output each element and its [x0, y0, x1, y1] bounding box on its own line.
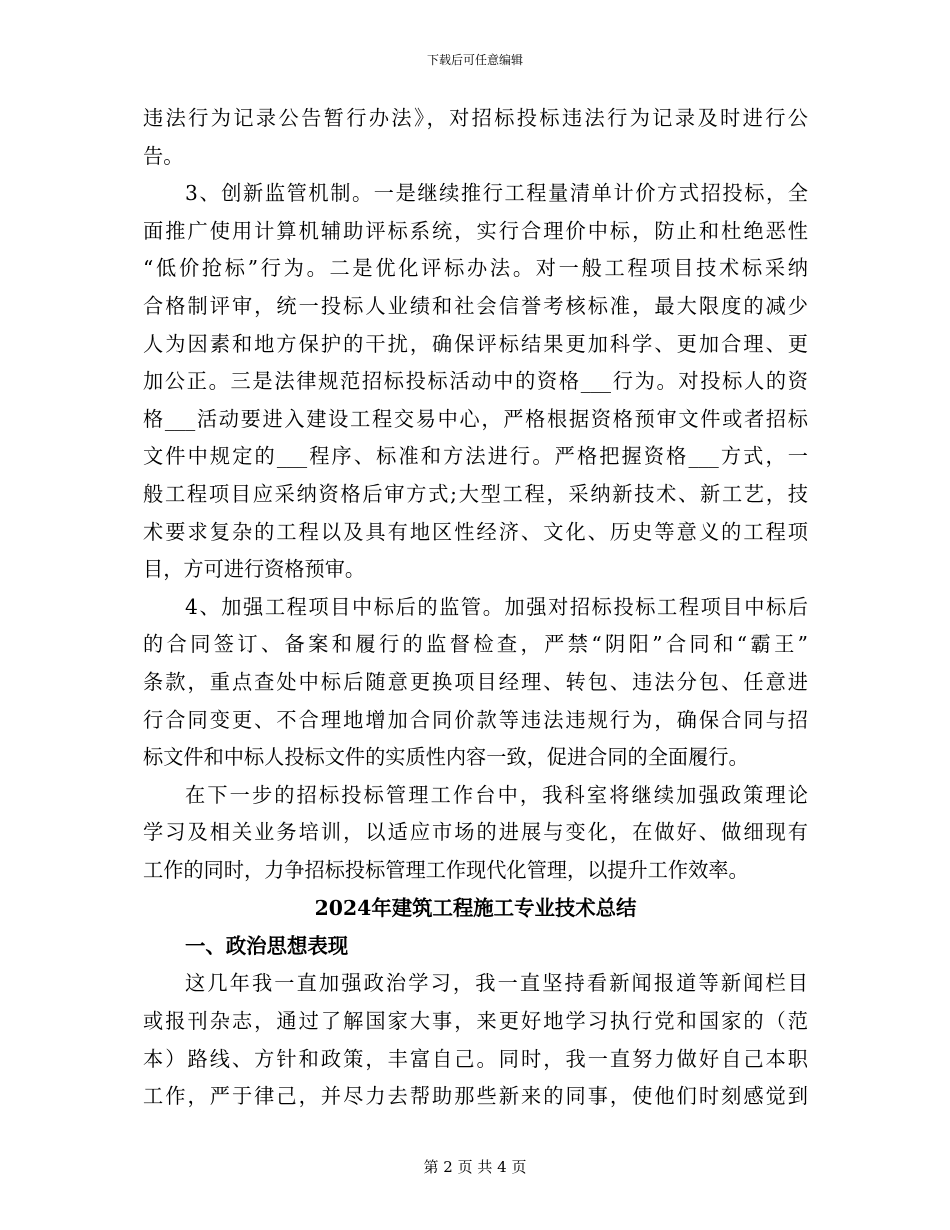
- text-line: 违法行为记录公告暂行办法》，对招标投标违法行为记录及时进行公: [143, 106, 808, 130]
- text-line: 4、加强工程项目中标后的监管。加强对招标投标工程项目中标后: [185, 594, 808, 619]
- text-line: 般工程项目应采纳资格后审方式;大型工程，采纳新技术、新工艺，技: [143, 481, 808, 506]
- paragraph: [143, 777, 808, 890]
- page-number: 第 2 页 共 4 页: [423, 1158, 527, 1176]
- text-line: “低价抢标”行为。二是优化评标办法。对一般工程项目技术标采纳: [143, 256, 808, 281]
- text-line: 合格制评审，统一投标人业绩和社会信誉考核标准，最大限度的减少: [143, 293, 808, 318]
- text-line: 条款，重点查处中标后随意更换项目经理、转包、违法分包、任意进: [143, 669, 808, 694]
- text-line: 工作的同时，力争招标投标管理工作现代化管理，以提升工作效率。: [143, 857, 749, 882]
- paragraph: [143, 100, 808, 175]
- section-heading: 一、政治思想表现: [185, 934, 349, 959]
- text-line: 格___活动要进入建设工程交易中心，严格根据资格预审文件或者招标: [143, 406, 808, 431]
- text-line: 工作，严于律己，并尽力去帮助那些新来的同事，使他们时刻感觉到: [143, 1084, 808, 1109]
- page-header: 下载后可任意编辑: [426, 53, 523, 67]
- paragraph: [143, 589, 808, 777]
- text-line: 行合同变更、不合理地增加合同价款等违法违规行为，确保合同与招: [143, 707, 808, 732]
- document-body: [143, 100, 808, 1116]
- text-line: 的合同签订、备案和履行的监督检查，严禁“阴阳”合同和“霸王”: [143, 632, 808, 657]
- text-line: 在下一步的招标投标管理工作台中，我科室将继续加强政策理论: [185, 782, 808, 807]
- paragraph: [143, 175, 808, 589]
- text-line: 标文件和中标人投标文件的实质性内容一致，促进合同的全面履行。: [143, 745, 749, 770]
- paragraph: [143, 965, 808, 1115]
- text-line: 面推广使用计算机辅助评标系统，实行合理价中标，防止和杜绝恶性: [143, 218, 808, 243]
- text-line: 告。: [143, 143, 184, 168]
- text-line: 本）路线、方针和政策，丰富自己。同时，我一直努力做好自己本职: [143, 1046, 808, 1071]
- text-line: 3、创新监管机制。一是继续推行工程量清单计价方式招投标，全: [185, 181, 808, 206]
- text-line: 这几年我一直加强政治学习，我一直坚持看新闻报道等新闻栏目: [185, 971, 808, 996]
- text-line: 人为因素和地方保护的干扰，确保评标结果更加科学、更加合理、更: [143, 331, 808, 356]
- text-line: 加公正。三是法律规范招标投标活动中的资格___行为。对投标人的资: [143, 369, 808, 394]
- text-line: 术要求复杂的工程以及具有地区性经济、文化、历史等意义的工程项: [143, 519, 808, 544]
- text-line: 文件中规定的___程序、标准和方法进行。严格把握资格___方式，一: [143, 444, 808, 469]
- section-title: 2024年建筑工程施工专业技术总结: [314, 896, 637, 921]
- text-line: 或报刊杂志，通过了解国家大事，来更好地学习执行党和国家的（范: [143, 1009, 808, 1034]
- text-line: 学习及相关业务培训，以适应市场的进展与变化，在做好、做细现有: [143, 820, 808, 845]
- text-line: 目，方可进行资格预审。: [143, 557, 366, 582]
